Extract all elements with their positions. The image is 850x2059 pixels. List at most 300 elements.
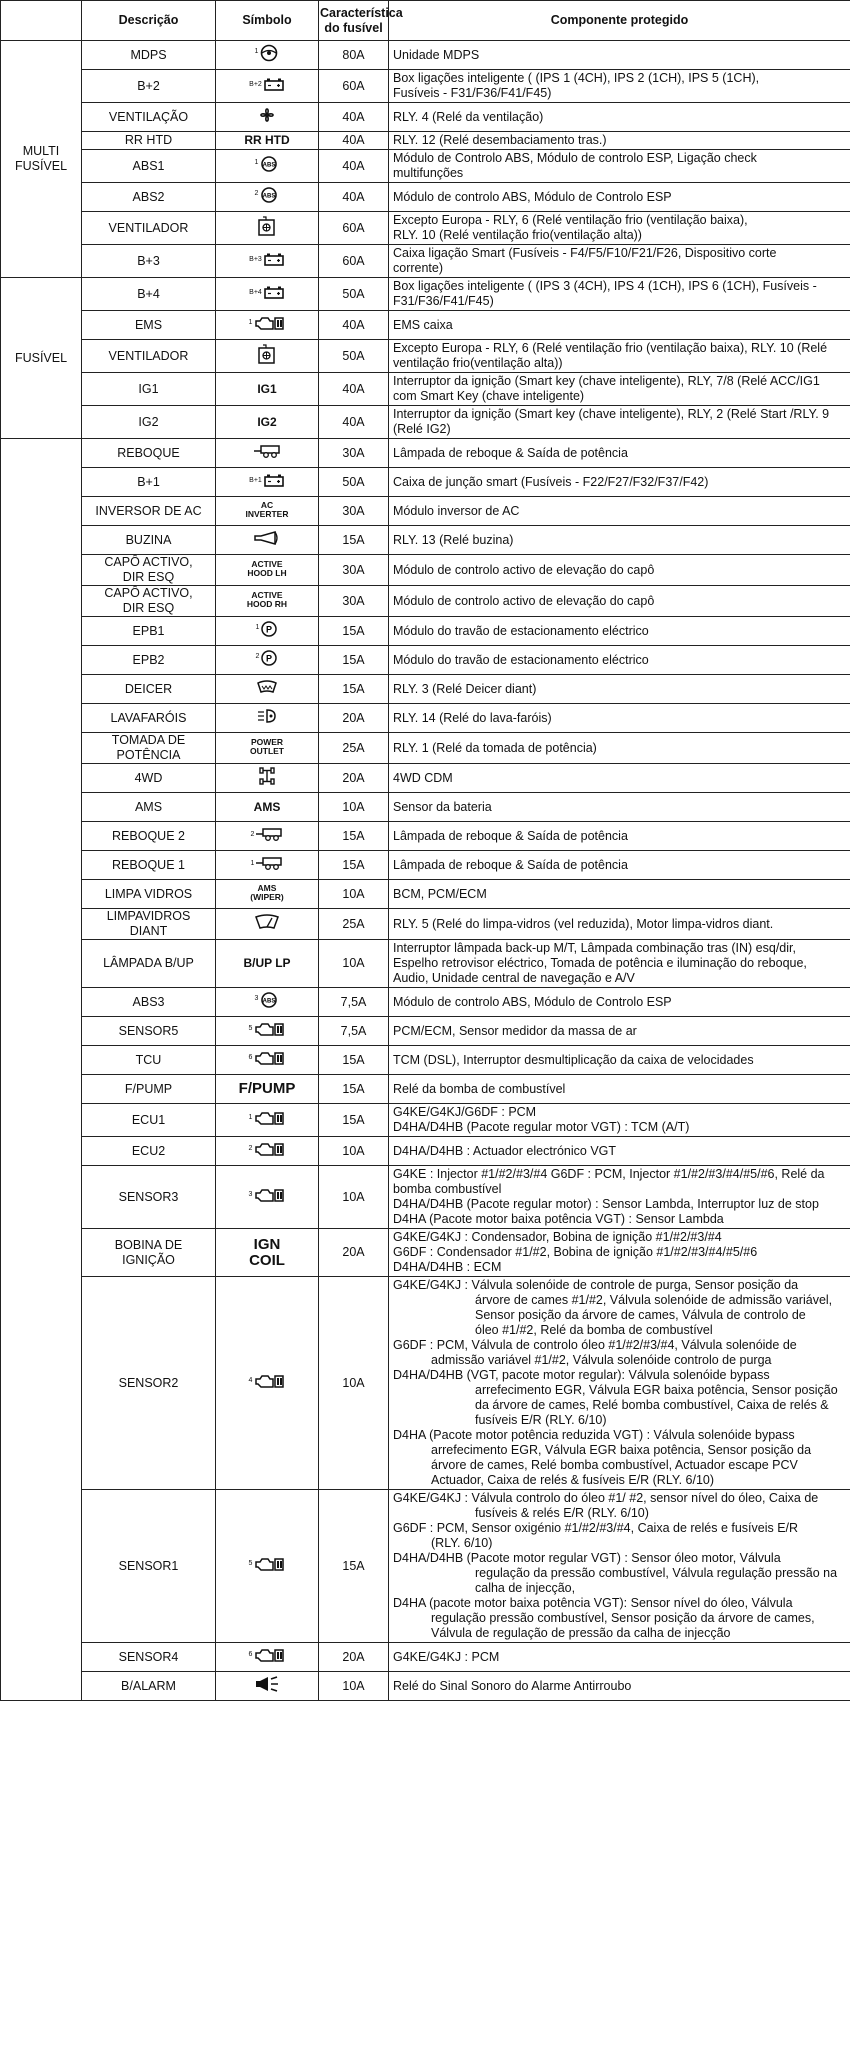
protected-component: Módulo do travão de estacionamento eléctrico (389, 646, 850, 675)
fuse-symbol (216, 132, 319, 150)
protected-component: Excepto Europa - RLY, 6 (Relé ventilação frio (ventilação baixa), RLY. 10 (Relé ventilação frio(ventilação alta)) (389, 212, 850, 245)
table-row (1, 212, 850, 245)
table-row (1, 468, 850, 497)
protected-component: Interruptor lâmpada back-up M/T, Lâmpada combinação tras (IN) esq/dir, Espelho retrovisor eléctrico, Tomada de potência e iluminação do reboque, Audio, Unidade central de navegação e A/V (389, 940, 850, 988)
symbol-text: ACTIVE HOOD LH (247, 559, 287, 578)
group-multi-fuse: MULTI FUSÍVEL (1, 41, 82, 278)
table-row (1, 406, 850, 439)
table-row (1, 555, 850, 586)
fuse-symbol (216, 212, 319, 245)
symbol-label: B+4 (249, 289, 262, 296)
fuse-capacity: 50A (319, 340, 389, 373)
protected-component: Caixa de junção smart (Fusíveis - F22/F27/F32/F37/F42) (389, 468, 850, 497)
protected-component: RLY. 14 (Relé do lava-faróis) (389, 704, 850, 733)
fuse-capacity: 15A (319, 1104, 389, 1137)
fuse-capacity: 80A (319, 41, 389, 70)
fuse-description: EMS (82, 311, 216, 340)
table-row (1, 764, 850, 793)
table-row (1, 1104, 850, 1137)
battery-icon (263, 252, 285, 270)
protected-component (389, 1277, 850, 1490)
fuse-symbol (216, 245, 319, 278)
svg-text:ABS: ABS (263, 193, 276, 200)
table-row (1, 822, 850, 851)
symbol-number: 2 (248, 1145, 253, 1152)
fuse-symbol (216, 1046, 319, 1075)
symbol-text: RR HTD (244, 133, 290, 147)
symbol-number: 1 (254, 48, 259, 55)
symbol-text: AMS (253, 799, 281, 814)
protected-component: Relé da bomba de combustível (389, 1075, 850, 1104)
table-row (1, 1046, 850, 1075)
table-row (1, 1017, 850, 1046)
fuse-capacity: 20A (319, 704, 389, 733)
table-row (1, 1075, 850, 1104)
fuse-symbol (216, 586, 319, 617)
fuse-symbol (216, 733, 319, 764)
table-row (1, 278, 850, 311)
protected-component: BCM, PCM/ECM (389, 880, 850, 909)
fuse-description: ABS2 (82, 183, 216, 212)
engine-icon (253, 1187, 285, 1207)
table-row (1, 675, 850, 704)
symbol-number: 2 (250, 831, 255, 838)
fuse-symbol (216, 909, 319, 940)
protected-component: Sensor da bateria (389, 793, 850, 822)
protected-component: RLY. 13 (Relé buzina) (389, 526, 850, 555)
fuse-symbol (216, 940, 319, 988)
protected-component: Módulo de controlo ABS, Módulo de Controlo ESP (389, 183, 850, 212)
trailer-icon (255, 827, 283, 845)
fuse-description: F/PUMP (82, 1075, 216, 1104)
fuse-description: SENSOR5 (82, 1017, 216, 1046)
fuse-description: ECU1 (82, 1104, 216, 1137)
table-row (1, 373, 850, 406)
fuse-symbol (216, 880, 319, 909)
fuse-symbol (216, 675, 319, 704)
protected-component: Lâmpada de reboque & Saída de potência (389, 822, 850, 851)
fuse-description: RR HTD (82, 132, 216, 150)
fuse-description: DEICER (82, 675, 216, 704)
fuse-capacity: 60A (319, 245, 389, 278)
fuse-description: CAPÔ ACTIVO, DIR ESQ (82, 555, 216, 586)
fuse-capacity: 40A (319, 406, 389, 439)
fuse-description: VENTILADOR (82, 340, 216, 373)
header-group (1, 1, 82, 41)
protected-component: RLY. 5 (Relé do limpa-vidros (vel reduzida), Motor limpa-vidros diant. (389, 909, 850, 940)
symbol-text: AC INVERTER (245, 500, 289, 519)
protected-component: RLY. 3 (Relé Deicer diant) (389, 675, 850, 704)
engine-icon (253, 1141, 285, 1161)
symbol-text: IGN COIL (249, 1235, 285, 1269)
fuse-description: LAVAFARÓIS (82, 704, 216, 733)
protected-component: Caixa ligação Smart (Fusíveis - F4/F5/F10/F21/F26, Dispositivo corte corrente) (389, 245, 850, 278)
table-row (1, 733, 850, 764)
group-fuse: FUSÍVEL (1, 278, 82, 439)
fuse-symbol (216, 555, 319, 586)
fuse-symbol (216, 373, 319, 406)
abs-icon (259, 991, 279, 1013)
table-row (1, 439, 850, 468)
table-row (1, 1490, 850, 1643)
trailer-icon (253, 444, 281, 462)
protected-component: D4HA/D4HB : Actuador electrónico VGT (389, 1137, 850, 1166)
fuse-description: LIMPAVIDROS DIANT (82, 909, 216, 940)
protected-component: 4WD CDM (389, 764, 850, 793)
protected-component: Excepto Europa - RLY, 6 (Relé ventilação frio (ventilação baixa), RLY. 10 (Relé ventilação frio(ventilação alta)) (389, 340, 850, 373)
table-row (1, 646, 850, 675)
symbol-number: 3 (248, 1191, 253, 1198)
symbol-number: 1 (248, 1114, 253, 1121)
table-row (1, 586, 850, 617)
fuse-capacity: 50A (319, 468, 389, 497)
protected-component (389, 1490, 850, 1643)
table-row (1, 70, 850, 103)
fuse-description: VENTILAÇÃO (82, 103, 216, 132)
fuse-capacity: 25A (319, 733, 389, 764)
protected-component: Módulo do travão de estacionamento eléctrico (389, 617, 850, 646)
table-row (1, 1277, 850, 1490)
fuse-capacity: 15A (319, 526, 389, 555)
fuse-symbol (216, 1672, 319, 1701)
protected-component: G4KE/G4KJ : Condensador, Bobina de ignição #1/#2/#3/#4 G6DF : Condensador #1/#2, Bobina de ignição #1/#2/#3/#4/#5/#6 D4HA/D4HB : ECM (389, 1229, 850, 1277)
component-line: D4HA (Pacote motor potência reduzida VGT) : Válvula solenóide bypass (393, 1428, 795, 1442)
fuse-description: SENSOR4 (82, 1643, 216, 1672)
engine-icon (253, 1021, 285, 1041)
symbol-text: POWER OUTLET (250, 737, 284, 756)
fuse-description: SENSOR1 (82, 1490, 216, 1643)
fuse-description: B+4 (82, 278, 216, 311)
fuse-capacity: 15A (319, 646, 389, 675)
symbol-text: B/UP LP (243, 956, 291, 970)
table-row (1, 617, 850, 646)
protected-component: Módulo de controlo ABS, Módulo de Controlo ESP (389, 988, 850, 1017)
protected-component: TCM (DSL), Interruptor desmultiplicação da caixa de velocidades (389, 1046, 850, 1075)
fuse-capacity: 7,5A (319, 1017, 389, 1046)
symbol-number: 6 (248, 1054, 253, 1061)
fuse-description: LÂMPADA B/UP (82, 940, 216, 988)
table-row (1, 1137, 850, 1166)
svg-text:P: P (266, 624, 273, 635)
protected-component: RLY. 4 (Relé da ventilação) (389, 103, 850, 132)
parking-brake-icon (260, 620, 278, 642)
fuse-description: BUZINA (82, 526, 216, 555)
component-line: D4HA/D4HB (VGT, pacote motor regular): Válvula solenóide bypass (393, 1368, 770, 1382)
fuse-description: REBOQUE 1 (82, 851, 216, 880)
fuse-capacity: 40A (319, 311, 389, 340)
table-row (1, 150, 850, 183)
fuse-capacity: 15A (319, 1046, 389, 1075)
fuse-symbol (216, 340, 319, 373)
fuse-symbol (216, 793, 319, 822)
engine-icon (253, 1050, 285, 1070)
fuse-description: AMS (82, 793, 216, 822)
fuse-capacity: 40A (319, 183, 389, 212)
fuse-symbol (216, 1490, 319, 1643)
abs-icon (259, 155, 279, 177)
blower-icon (257, 343, 277, 369)
symbol-text: IG2 (257, 414, 277, 429)
protected-component: Interruptor da ignição (Smart key (chave inteligente), RLY, 7/8 (Relé ACC/IG1 com Smart Key (chave inteligente) (389, 373, 850, 406)
fuse-description: B+1 (82, 468, 216, 497)
component-line: Válvula de regulação de pressão da calha de injecção (431, 1626, 731, 1640)
fuse-description: EPB2 (82, 646, 216, 675)
wiper-icon (254, 914, 280, 934)
symbol-text: ACTIVE HOOD RH (246, 590, 288, 609)
fuse-capacity: 15A (319, 851, 389, 880)
fuse-symbol (216, 1104, 319, 1137)
parking-brake-icon (260, 649, 278, 671)
fuse-symbol (216, 1075, 319, 1104)
fuse-symbol (216, 406, 319, 439)
fuse-capacity: 60A (319, 70, 389, 103)
fuse-capacity: 10A (319, 880, 389, 909)
symbol-number: 3 (254, 995, 259, 1002)
component-line: fusíveis E/R (RLY. 6/10) (475, 1413, 607, 1427)
battery-icon (263, 77, 285, 95)
fuse-symbol (216, 822, 319, 851)
component-line: óleo #1/#2, Relé da bomba de combustível (475, 1323, 713, 1337)
protected-component: EMS caixa (389, 311, 850, 340)
fuse-symbol (216, 1017, 319, 1046)
component-line: árvore de cames #1/#2, Válvula solenóide de admissão variável, (475, 1293, 833, 1307)
protected-component: Unidade MDPS (389, 41, 850, 70)
fuse-description: B+2 (82, 70, 216, 103)
battery-icon (263, 473, 285, 491)
protected-component: Interruptor da ignição (Smart key (chave inteligente), RLY, 2 (Relé Start /RLY. 9 (Relé IG2) (389, 406, 850, 439)
component-line: G4KE/G4KJ : Válvula controlo do óleo #1/ #2, sensor nível do óleo, Caixa de (393, 1491, 819, 1505)
table-row (1, 41, 850, 70)
fuse-capacity: 15A (319, 617, 389, 646)
fuse-capacity: 30A (319, 439, 389, 468)
protected-component: Lâmpada de reboque & Saída de potência (389, 439, 850, 468)
fuse-capacity: 10A (319, 1672, 389, 1701)
fuse-symbol (216, 617, 319, 646)
fuse-capacity: 30A (319, 555, 389, 586)
fuse-description: CAPÔ ACTIVO, DIR ESQ (82, 586, 216, 617)
symbol-number: 2 (254, 190, 259, 197)
symbol-number: 1 (248, 319, 253, 326)
symbol-number: 6 (248, 1651, 253, 1658)
horn-icon (253, 530, 281, 550)
engine-icon (253, 1556, 285, 1576)
table-row (1, 793, 850, 822)
fuse-capacity: 20A (319, 1643, 389, 1672)
svg-text:ABS: ABS (263, 162, 276, 169)
fuse-description: MDPS (82, 41, 216, 70)
protected-component: RLY. 1 (Relé da tomada de potência) (389, 733, 850, 764)
protected-component: Módulo de controlo activo de elevação do capô (389, 555, 850, 586)
protected-component: G4KE/G4KJ : PCM (389, 1643, 850, 1672)
blower-icon (257, 215, 277, 241)
fuse-symbol (216, 183, 319, 212)
symbol-number: 5 (248, 1560, 253, 1567)
fuse-symbol (216, 851, 319, 880)
protected-component: Módulo de controlo activo de elevação do capô (389, 586, 850, 617)
fuse-description: 4WD (82, 764, 216, 793)
fuse-symbol (216, 497, 319, 526)
fuse-description: LIMPA VIDROS (82, 880, 216, 909)
svg-text:P: P (266, 653, 273, 664)
fuse-symbol (216, 1277, 319, 1490)
fuse-symbol (216, 278, 319, 311)
header-description: Descrição (82, 1, 216, 41)
fuse-symbol (216, 103, 319, 132)
protected-component: Módulo de Controlo ABS, Módulo de controlo ESP, Ligação check multifunções (389, 150, 850, 183)
header-row (1, 1, 850, 41)
fuse-capacity: 25A (319, 909, 389, 940)
component-line: (RLY. 6/10) (431, 1536, 493, 1550)
table-row (1, 245, 850, 278)
table-row (1, 1643, 850, 1672)
fuse-capacity: 40A (319, 103, 389, 132)
fuse-description: IG2 (82, 406, 216, 439)
fuse-symbol (216, 1166, 319, 1229)
protected-component: PCM/ECM, Sensor medidor da massa de ar (389, 1017, 850, 1046)
4wd-icon (258, 766, 276, 790)
component-line: G6DF : PCM, Sensor oxigénio #1/#2/#3/#4, Caixa de relés e fusíveis E/R (393, 1521, 799, 1535)
header-component: Componente protegido (389, 1, 850, 41)
symbol-text: F/PUMP (238, 1080, 296, 1097)
component-line: D4HA/D4HB (Pacote motor regular VGT) : Sensor óleo motor, Válvula (393, 1551, 781, 1565)
fuse-symbol (216, 988, 319, 1017)
symbol-number: 4 (248, 1377, 253, 1384)
component-line: da árvore de cames, Relé bomba combustível, Caixa de relés & (475, 1398, 829, 1412)
component-line: fusíveis & relés E/R (RLY. 6/10) (475, 1506, 649, 1520)
protected-component: G4KE/G4KJ/G6DF : PCM D4HA/D4HB (Pacote regular motor VGT) : TCM (A/T) (389, 1104, 850, 1137)
fuse-symbol (216, 1229, 319, 1277)
fuse-symbol (216, 439, 319, 468)
protected-component: Box ligações inteligente ( (IPS 3 (4CH), IPS 4 (1CH), IPS 6 (1CH), Fusíveis - F31/F36/F41/F45) (389, 278, 850, 311)
fuse-symbol (216, 704, 319, 733)
trailer-icon (255, 856, 283, 874)
component-line: arrefecimento EGR, Válvula EGR baixa potência, Sensor posição da (431, 1443, 812, 1457)
header-symbol: Símbolo (216, 1, 319, 41)
fuse-capacity: 30A (319, 586, 389, 617)
table-row (1, 132, 850, 150)
component-line: G6DF : PCM, Válvula de controlo óleo #1/#2/#3/#4, Válvula solenóide de (393, 1338, 797, 1352)
table-row (1, 103, 850, 132)
symbol-label: B+1 (249, 477, 262, 484)
fuse-capacity: 15A (319, 822, 389, 851)
header-capacity: Característica do fusível (319, 1, 389, 41)
table-row (1, 909, 850, 940)
symbol-label: B+2 (249, 81, 262, 88)
table-row (1, 704, 850, 733)
fuse-description: B/ALARM (82, 1672, 216, 1701)
fuse-capacity: 10A (319, 940, 389, 988)
protected-component: RLY. 12 (Relé desembaciamento tras.) (389, 132, 850, 150)
mdps-icon (259, 44, 279, 66)
fuse-capacity: 40A (319, 150, 389, 183)
fuse-capacity: 40A (319, 132, 389, 150)
table-row (1, 1166, 850, 1229)
fuse-capacity: 30A (319, 497, 389, 526)
table-row (1, 851, 850, 880)
fuse-description: SENSOR2 (82, 1277, 216, 1490)
fuse-capacity: 15A (319, 675, 389, 704)
fuse-capacity: 15A (319, 1075, 389, 1104)
fuse-capacity: 20A (319, 1229, 389, 1277)
protected-component: G4KE : Injector #1/#2/#3/#4 G6DF : PCM, Injector #1/#2/#3/#4/#5/#6, Relé da bomba combustível D4HA/D4HB (Pacote regular motor) : Sensor Lambda, Interruptor luz de stop D4HA (Pacote motor baixa potência VGT) : Sensor Lambda (389, 1166, 850, 1229)
fuse-description: REBOQUE (82, 439, 216, 468)
table-row (1, 1229, 850, 1277)
fuse-description: VENTILADOR (82, 212, 216, 245)
component-line: D4HA (pacote motor baixa potência VGT): Sensor nível do óleo, Válvula (393, 1596, 793, 1610)
fuse-description: B+3 (82, 245, 216, 278)
fuse-description: BOBINA DE IGNIÇÃO (82, 1229, 216, 1277)
fuse-capacity: 10A (319, 1137, 389, 1166)
alarm-horn-icon (254, 1675, 280, 1697)
table-row (1, 880, 850, 909)
symbol-number: 5 (248, 1025, 253, 1032)
symbol-text: IG1 (257, 381, 277, 396)
fuse-capacity: 60A (319, 212, 389, 245)
engine-icon (253, 315, 285, 335)
fuse-symbol (216, 150, 319, 183)
engine-icon (253, 1110, 285, 1130)
battery-icon (263, 285, 285, 303)
symbol-number: 2 (255, 653, 260, 660)
table-row (1, 526, 850, 555)
component-line: Sensor posição da árvore de cames, Válvula de controlo de (475, 1308, 806, 1322)
table-row (1, 1672, 850, 1701)
fuse-symbol (216, 646, 319, 675)
fuse-capacity: 10A (319, 793, 389, 822)
fuse-capacity: 10A (319, 1166, 389, 1229)
table-row (1, 988, 850, 1017)
deicer-icon (256, 680, 278, 698)
symbol-number: 1 (254, 159, 259, 166)
svg-text:ABS: ABS (263, 998, 276, 1005)
table-row (1, 497, 850, 526)
fuse-description: IG1 (82, 373, 216, 406)
component-line: arrefecimento EGR, Válvula EGR baixa potência, Sensor posição (475, 1383, 838, 1397)
fuse-capacity: 40A (319, 373, 389, 406)
headlamp-washer-icon (256, 707, 278, 729)
fuse-symbol (216, 526, 319, 555)
symbol-text: AMS (WIPER) (250, 883, 284, 902)
fuse-symbol (216, 70, 319, 103)
fuse-capacity: 20A (319, 764, 389, 793)
fuse-capacity: 10A (319, 1277, 389, 1490)
protected-component: Módulo inversor de AC (389, 497, 850, 526)
table-row (1, 183, 850, 212)
component-line: admissão variável #1/#2, Válvula solenóide controlo de purga (431, 1353, 772, 1367)
component-line: árvore de cames, Relé bomba combustível, Actuador escape PCV (431, 1458, 798, 1472)
fuse-description: EPB1 (82, 617, 216, 646)
fuse-description: ABS3 (82, 988, 216, 1017)
table-row (1, 940, 850, 988)
table-row (1, 311, 850, 340)
fuse-symbol (216, 764, 319, 793)
engine-icon (253, 1373, 285, 1393)
symbol-number: 1 (250, 860, 255, 867)
fuse-symbol (216, 1137, 319, 1166)
fuse-capacity: 15A (319, 1490, 389, 1643)
fan-icon (257, 105, 277, 129)
protected-component: Box ligações inteligente ( (IPS 1 (4CH), IPS 2 (1CH), IPS 5 (1CH), Fusíveis - F31/F36/F41/F45) (389, 70, 850, 103)
protected-component: Lâmpada de reboque & Saída de potência (389, 851, 850, 880)
fuse-symbol (216, 41, 319, 70)
fuse-symbol (216, 468, 319, 497)
abs-icon (259, 186, 279, 208)
fuse-capacity: 50A (319, 278, 389, 311)
component-line: G4KE/G4KJ : Válvula solenóide de controle de purga, Sensor posição da (393, 1278, 799, 1292)
symbol-label: B+3 (249, 256, 262, 263)
fuse-description: TOMADA DE POTÊNCIA (82, 733, 216, 764)
fuse-symbol (216, 311, 319, 340)
